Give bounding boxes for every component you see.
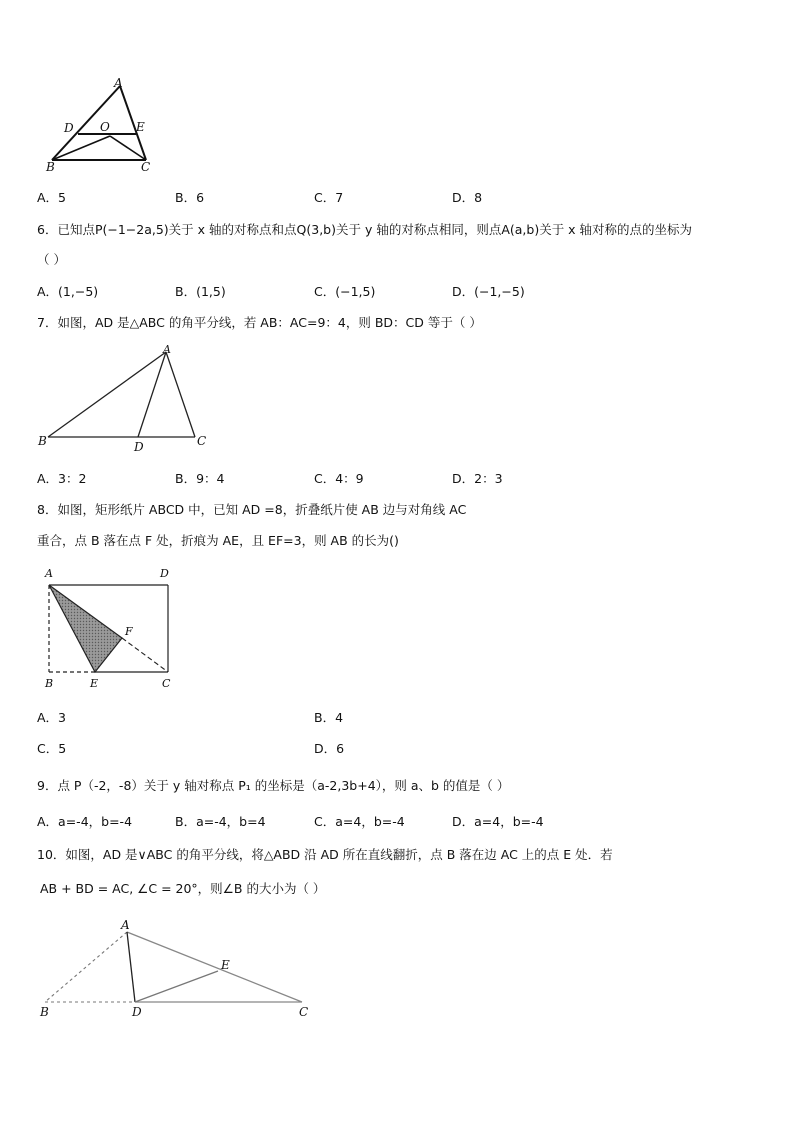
- q7-option-a: A．3：2: [37, 471, 87, 486]
- q6-option-c: C．(−1,5): [314, 284, 376, 299]
- q5-label-a: A: [114, 76, 123, 90]
- q5-label-e: E: [136, 120, 145, 134]
- q5-option-a: A．5: [37, 190, 67, 205]
- q7-option-d: D．2：3: [452, 471, 503, 486]
- q9-option-b: B．a=-4，b=4: [175, 814, 266, 829]
- q8-option-c: C．5: [37, 741, 67, 756]
- q9-option-d: D．a=4，b=-4: [452, 814, 544, 829]
- q8-option-d: D．6: [314, 741, 345, 756]
- q7-label-d: D: [134, 440, 144, 454]
- q10-label-d: D: [132, 1005, 142, 1019]
- q10-stem-line1: 10．如图，AD 是∨ABC 的角平分线，将△ABD 沿 AD 所在直线翻折，点 B 落在边 AC 上的点 E 处．若: [37, 847, 613, 862]
- q10-label-a: A: [121, 918, 130, 932]
- q8-label-f: F: [125, 625, 133, 638]
- q8-figure: [40, 575, 180, 685]
- q10-label-b: B: [40, 1005, 49, 1019]
- q7-label-a: A: [163, 343, 171, 356]
- q8-label-b: B: [45, 677, 54, 690]
- q7-option-b: B．9：4: [175, 471, 225, 486]
- q7-label-b: B: [38, 434, 47, 448]
- q5-label-d: D: [64, 121, 74, 135]
- q6-option-b: B．(1,5): [175, 284, 226, 299]
- q6-answer-paren: （ ）: [37, 252, 66, 267]
- q8-label-d: D: [160, 567, 169, 580]
- q5-option-b: B．6: [175, 190, 205, 205]
- q8-label-a: A: [45, 567, 53, 580]
- q8-option-a: A．3: [37, 710, 67, 725]
- q9-option-a: A．a=-4，b=-4: [37, 814, 133, 829]
- q10-label-e: E: [221, 958, 230, 972]
- q8-option-b: B．4: [314, 710, 344, 725]
- q7-figure: [40, 340, 220, 450]
- q6-option-a: A．(1,−5): [37, 284, 99, 299]
- q7-label-c: C: [197, 434, 207, 448]
- q6-option-d: D．(−1,−5): [452, 284, 525, 299]
- q10-label-c: C: [299, 1005, 309, 1019]
- q5-label-b: B: [46, 160, 55, 174]
- q9-option-c: C．a=4，b=-4: [314, 814, 405, 829]
- q5-label-c: C: [141, 160, 151, 174]
- q8-stem-line1: 8．如图，矩形纸片 ABCD 中，已知 AD =8，折叠纸片使 AB 边与对角线 AC: [37, 502, 467, 517]
- q8-stem-line2: 重合，点 B 落在点 F 处，折痕为 AE，且 EF=3，则 AB 的长为(): [37, 533, 399, 548]
- q5-option-d: D．8: [452, 190, 483, 205]
- q9-stem: 9．点 P（-2，-8）关于 y 轴对称点 P₁ 的坐标是（a-2,3b+4），则 a、b 的值是（ ）: [37, 778, 510, 793]
- q10-figure: [40, 915, 320, 1025]
- q8-label-c: C: [162, 677, 171, 690]
- q7-stem: 7．如图，AD 是△ABC 的角平分线，若 AB：AC=9：4，则 BD：CD 等于（ ）: [37, 315, 482, 330]
- q5-option-c: C．7: [314, 190, 344, 205]
- q5-label-o: O: [100, 120, 110, 134]
- q8-label-e: E: [90, 677, 99, 690]
- q10-stem-line2: AB + BD = AC, ∠C = 20°，则∠B 的大小为（ ）: [40, 881, 326, 896]
- q6-stem: 6．已知点P(−1−2a,5)关于 x 轴的对称点和点Q(3,b)关于 y 轴的对称点相同，则点A(a,b)关于 x 轴对称的点的坐标为: [37, 222, 693, 237]
- q7-option-c: C．4：9: [314, 471, 364, 486]
